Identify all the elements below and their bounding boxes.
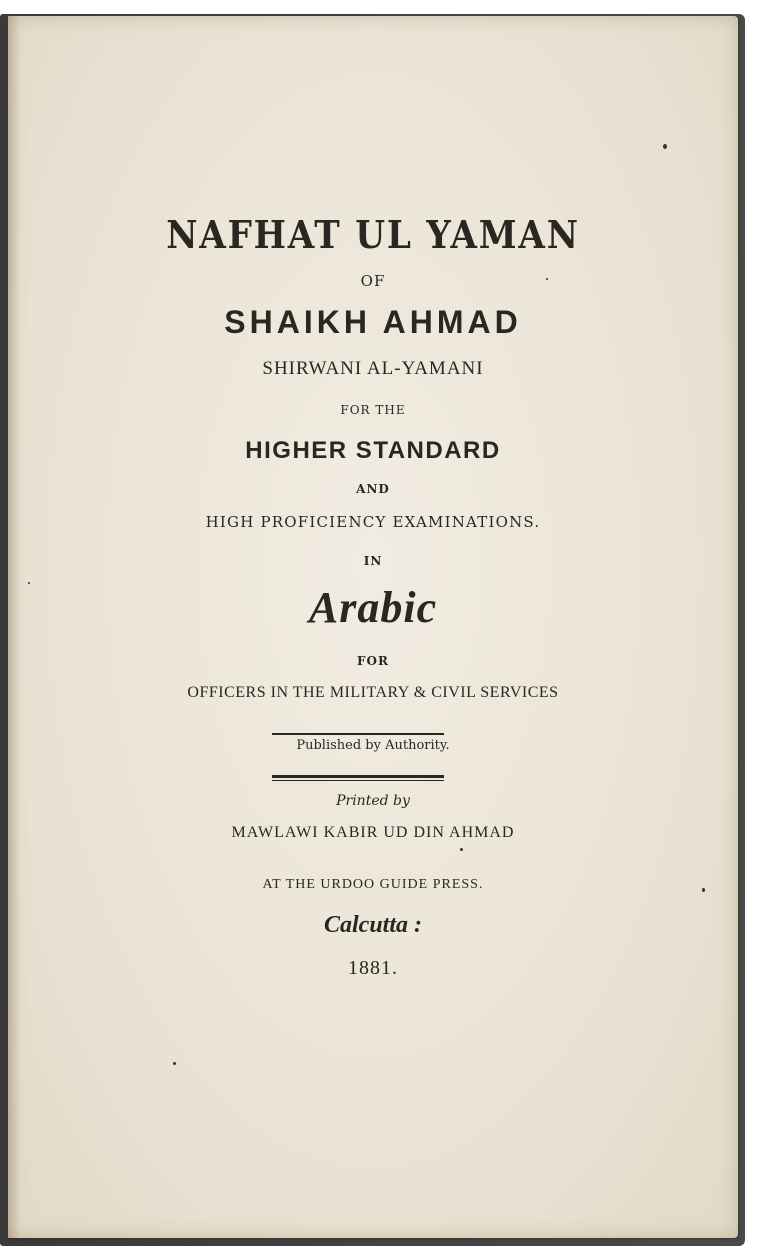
book-title: NAFHAT UL YAMAN (166, 212, 580, 257)
paper-speck (702, 888, 705, 892)
of-line: OF (360, 272, 386, 290)
rule-bottom (272, 775, 444, 778)
published-line: Published by Authority. (296, 738, 450, 753)
paper-speck (460, 848, 463, 851)
standard-heading: HIGHER STANDARD (245, 437, 501, 464)
printer-name: MAWLAWI KABIR UD DIN AHMAD (231, 824, 515, 841)
city-line: Calcutta : (323, 912, 422, 938)
author-subtitle: SHIRWANI AL-YAMANI (262, 358, 484, 379)
for-line: FOR (357, 654, 389, 668)
in-line: IN (363, 554, 383, 568)
title-page (8, 16, 738, 1238)
language-heading: Arabic (308, 583, 438, 632)
for-the-line: FOR THE (340, 403, 406, 417)
paper-speck (663, 144, 667, 149)
paper-speck (28, 582, 30, 584)
year-line: 1881. (348, 957, 398, 979)
rule-top (272, 733, 444, 735)
author-name: SHAIKH AHMAD (224, 304, 522, 340)
and-line: AND (356, 482, 390, 496)
rule-bottom-thin (272, 780, 444, 781)
audience-line: OFFICERS IN THE MILITARY & CIVIL SERVICES (187, 684, 559, 701)
press-line: AT THE URDOO GUIDE PRESS. (262, 877, 484, 892)
paper-speck (173, 1062, 176, 1065)
printed-by-line: Printed by (336, 793, 410, 809)
examinations-line: HIGH PROFICIENCY EXAMINATIONS. (205, 513, 541, 531)
paper-speck (546, 278, 548, 280)
